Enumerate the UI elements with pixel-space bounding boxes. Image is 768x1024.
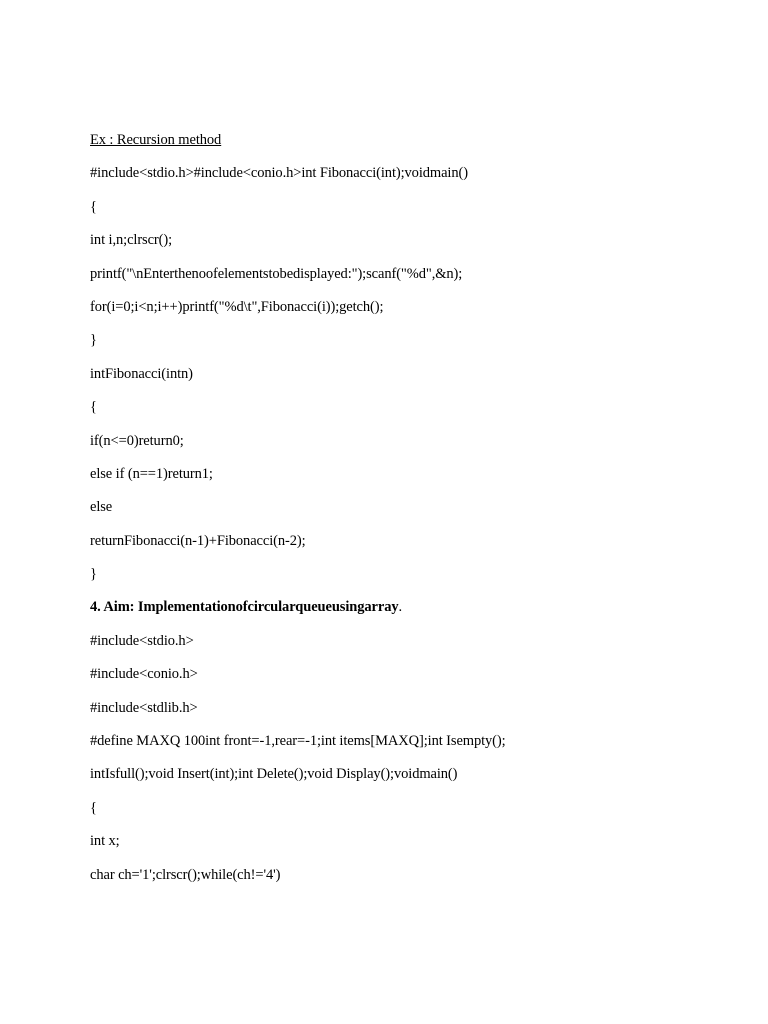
code-line: char ch='1';clrscr();while(ch!='4') [90, 866, 281, 883]
aim-heading-period: . [398, 599, 403, 616]
code-line: } [90, 332, 97, 349]
code-line: { [90, 198, 97, 215]
aim-heading: 4. Aim: Implementationofcircularqueueusingarray [90, 599, 399, 616]
document-content [90, 124, 730, 892]
code-line: { [90, 799, 97, 816]
code-line: #include<stdio.h> [90, 632, 194, 649]
code-line: for(i=0;i<n;i++)printf("%d\t",Fibonacci(i));getch(); [90, 298, 384, 315]
code-line: } [90, 566, 97, 583]
code-line: { [90, 399, 97, 416]
code-line: int x; [90, 833, 120, 850]
recursion-code-block [90, 157, 730, 591]
code-line: else if (n==1)return1; [90, 465, 213, 482]
example-heading: Ex : Recursion method [90, 132, 222, 148]
code-line: #include<stdlib.h> [90, 699, 198, 716]
code-line: #define MAXQ 100int front=-1,rear=-1;int items[MAXQ];int Isempty(); [90, 733, 506, 750]
code-line: #include<conio.h> [90, 666, 198, 683]
code-line: if(n<=0)return0; [90, 432, 184, 449]
queue-code-block [90, 625, 730, 892]
code-line: int i,n;clrscr(); [90, 232, 173, 249]
code-line: returnFibonacci(n-1)+Fibonacci(n-2); [90, 532, 306, 549]
code-line: #include<stdio.h>#include<conio.h>int Fibonacci(int);voidmain() [90, 165, 468, 182]
code-line: printf("\nEnterthenoofelementstobedisplayed:");scanf("%d",&n); [90, 265, 463, 282]
aim-heading-line [90, 591, 730, 624]
code-line: intFibonacci(intn) [90, 365, 193, 382]
code-line: intIsfull();void Insert(int);int Delete();void Display();voidmain() [90, 766, 458, 783]
code-line: else [90, 499, 113, 516]
